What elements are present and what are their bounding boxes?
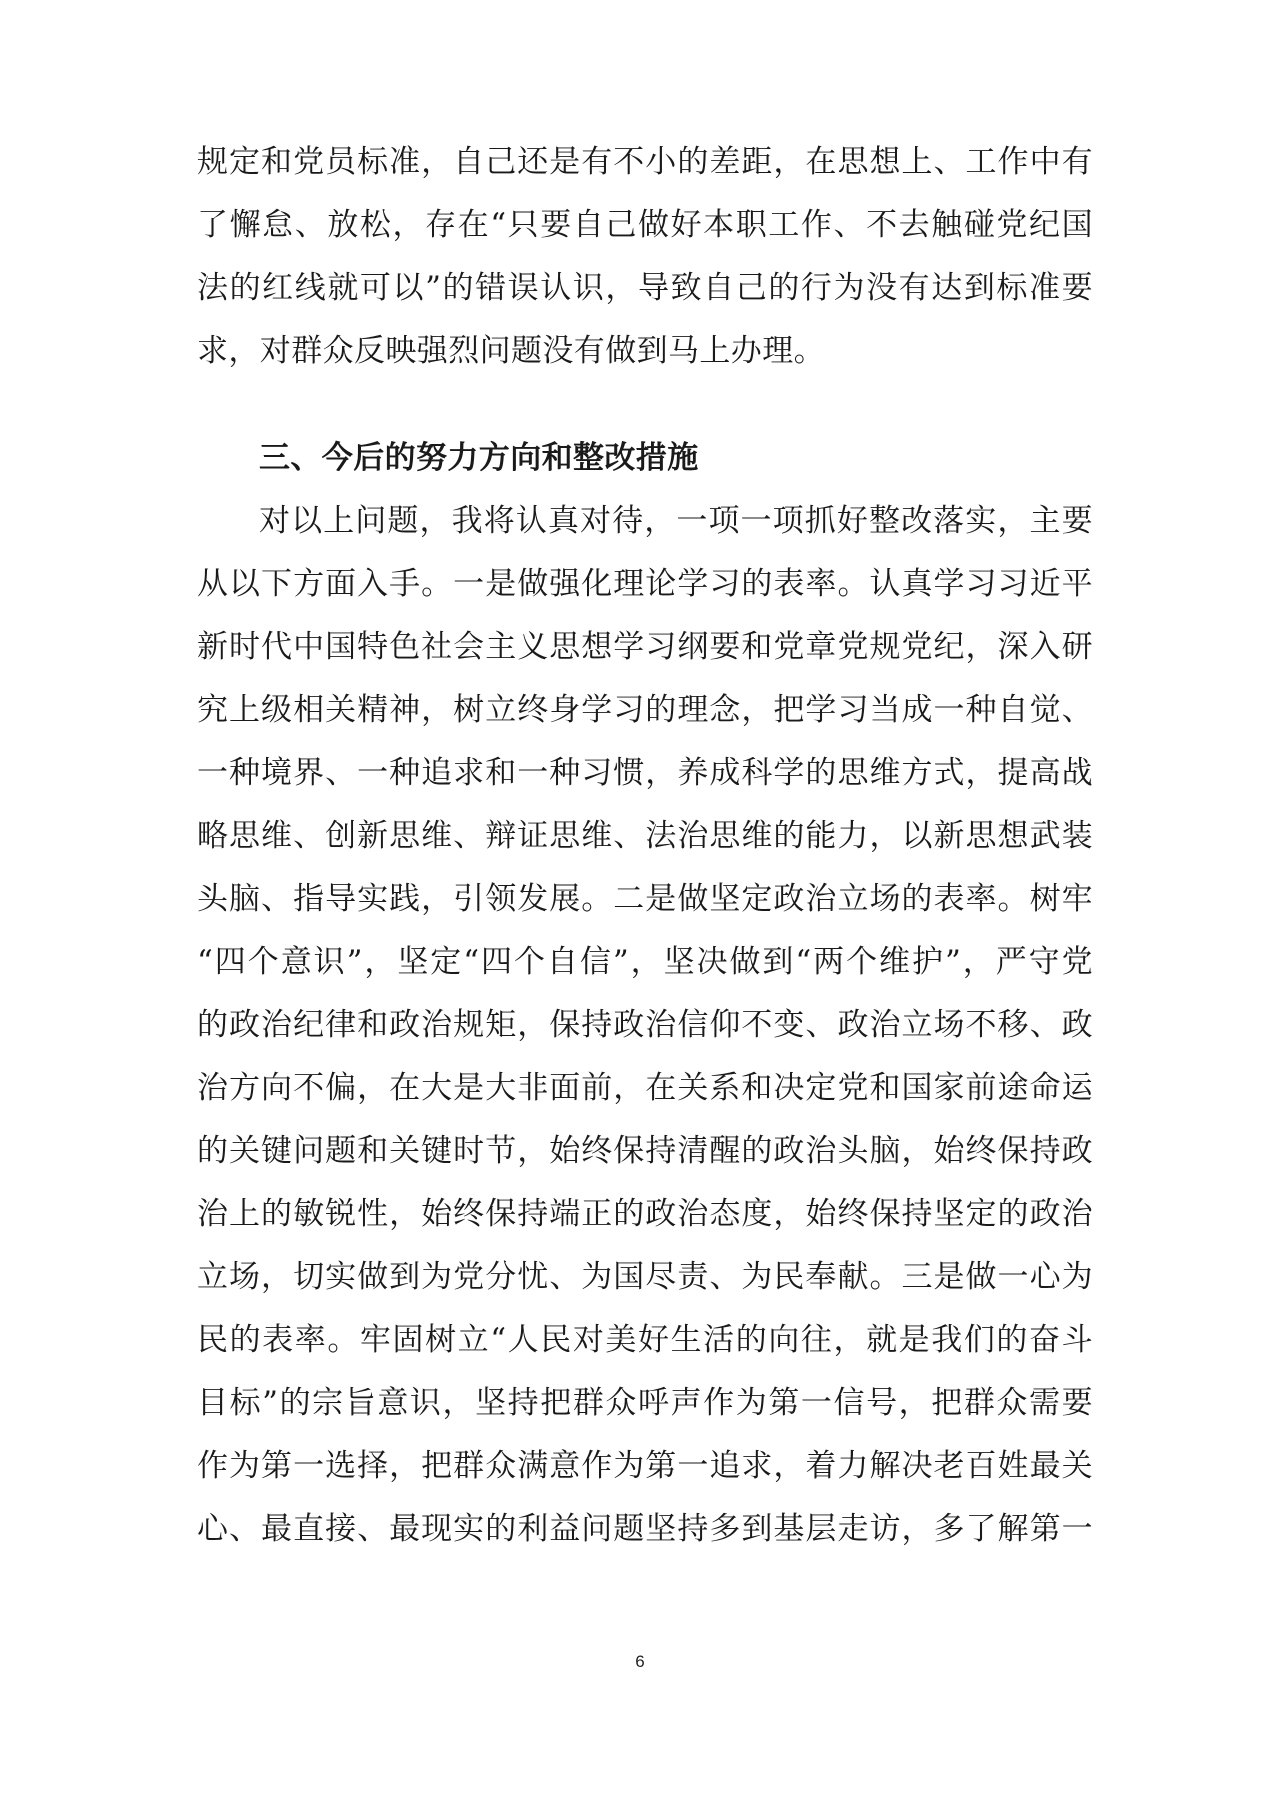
text-line: “四个意识”，坚定“四个自信”，坚决做到“两个维护”，严守党 [197,944,1093,980]
text-line: 究上级相关精神，树立终身学习的理念，把学习当成一种自觉、 [197,692,1093,728]
page-number: 6 [635,1652,645,1671]
text-line: 心、最直接、最现实的利益问题坚持多到基层走访，多了解第一 [197,1511,1093,1547]
text-line: 了懈怠、放松，存在“只要自己做好本职工作、不去触碰党纪国 [197,207,1093,243]
text-line: 治上的敏锐性，始终保持端正的政治态度，始终保持坚定的政治 [197,1196,1093,1232]
text-line: 一种境界、一种追求和一种习惯，养成科学的思维方式，提高战 [197,755,1093,791]
text-line: 治方向不偏，在大是大非面前，在关系和决定党和国家前途命运 [197,1070,1093,1106]
text-line: 民的表率。牢固树立“人民对美好生活的向往，就是我们的奋斗 [197,1322,1093,1358]
text-line: 对以上问题，我将认真对待，一项一项抓好整改落实，主要 [259,503,1093,539]
text-line: 略思维、创新思维、辩证思维、法治思维的能力，以新思想武装 [197,818,1093,854]
text-line: 头脑、指导实践，引领发展。二是做坚定政治立场的表率。树牢 [197,881,1093,917]
text-line: 从以下方面入手。一是做强化理论学习的表率。认真学习习近平 [197,566,1093,602]
text-line: 的政治纪律和政治规矩，保持政治信仰不变、政治立场不移、政 [197,1007,1093,1043]
text-line: 求，对群众反映强烈问题没有做到马上办理。 [197,333,825,369]
text-line: 的关键问题和关键时节，始终保持清醒的政治头脑，始终保持政 [197,1133,1093,1169]
text-line: 规定和党员标准，自己还是有不小的差距，在思想上、工作中有 [197,144,1093,180]
text-line: 目标”的宗旨意识，坚持把群众呼声作为第一信号，把群众需要 [197,1385,1093,1421]
text-line: 作为第一选择，把群众满意作为第一追求，着力解决老百姓最关 [197,1448,1093,1484]
section-heading: 三、今后的努力方向和整改措施 [259,440,699,476]
text-line: 新时代中国特色社会主义思想学习纲要和党章党规党纪，深入研 [197,629,1093,665]
text-line: 立场，切实做到为党分忧、为国尽责、为民奉献。三是做一心为 [197,1259,1093,1295]
text-line: 法的红线就可以”的错误认识，导致自己的行为没有达到标准要 [197,270,1093,306]
